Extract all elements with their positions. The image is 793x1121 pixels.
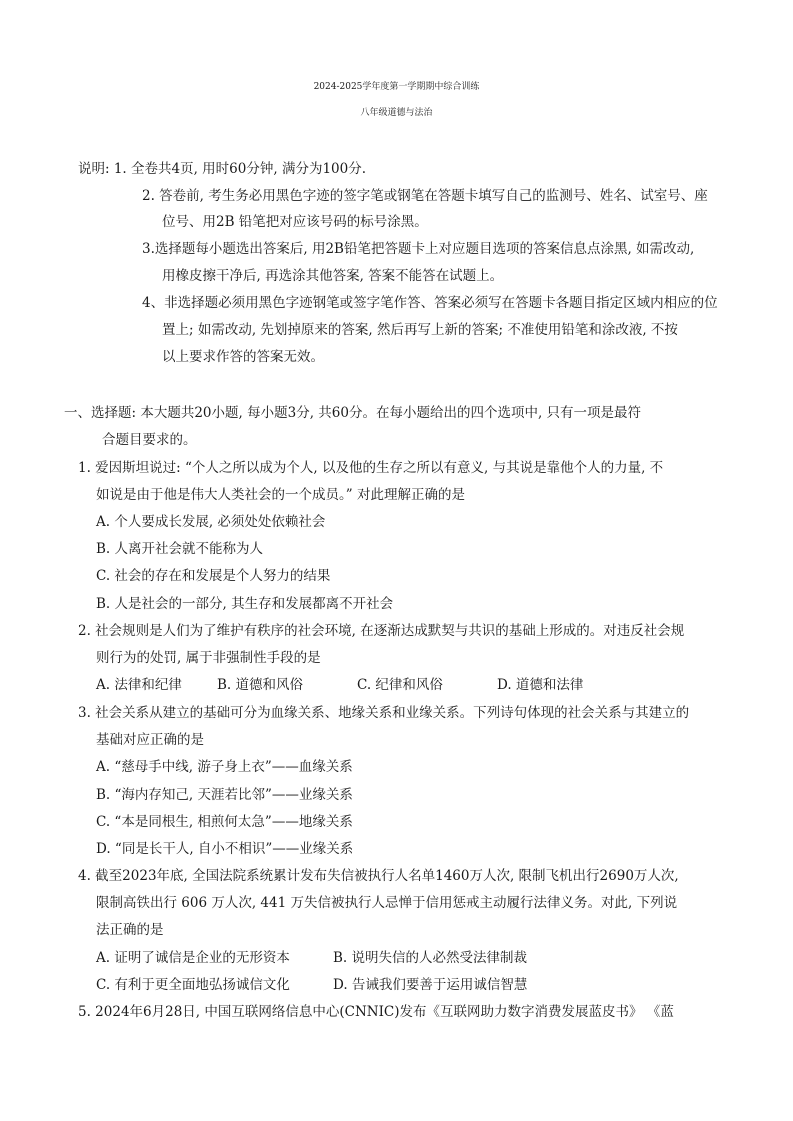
option-b: B. 说明失信的人必然受法律制裁 [333, 950, 528, 966]
option-b: B. 人离开社会就不能称为人 [96, 541, 264, 557]
question-stem: 3. 社会关系从建立的基础可分为血缘关系、地缘关系和业缘关系。下列诗句体现的社会关系与其建立的 [78, 705, 690, 721]
instruction-line: 2. 答卷前, 考生务必用黑色字迹的签字笔或钢笔在答题卡填写自己的监测号、姓名、试室号、座 [142, 188, 708, 204]
option-d: B. 人是社会的一部分, 其生存和发展都离不开社会 [96, 596, 394, 612]
option-c: C. “本是同根生, 相煎何太急”——地缘关系 [96, 814, 353, 830]
instruction-line: 说明: 1. 全卷共4页, 用时60分钟, 满分为100分. [78, 161, 367, 177]
question-stem: 基础对应正确的是 [96, 732, 204, 748]
question-stem: 1. 爱因斯坦说过: “个人之所以成为个人, 以及他的生存之所以有意义, 与其说是靠他个人的力量, 不 [78, 460, 664, 476]
option-a: A. “慈母手中线, 游子身上衣”——血缘关系 [96, 759, 353, 775]
question-stem: 法正确的是 [96, 922, 164, 938]
option-a: A. 个人要成长发展, 必须处处依赖社会 [96, 514, 326, 530]
exam-subject: 八年级道德与法治 [360, 108, 433, 118]
instruction-line: 置上; 如需改动, 先划掉原来的答案, 然后再写上新的答案; 不准使用铅笔和涂改液, 不按 [162, 322, 678, 338]
option-d: D. “同是长干人, 自小不相识”——业缘关系 [96, 841, 354, 857]
option-d: D. 道德和法律 [497, 677, 584, 693]
option-c: C. 有利于更全面地弘扬诚信文化 [96, 977, 290, 993]
question-stem: 如说是由于他是伟大人类社会的一个成员。” 对此理解正确的是 [96, 487, 465, 503]
exam-title: 2024-2025学年度第一学期期中综合训练 [313, 82, 480, 92]
option-d: D. 告诫我们要善于运用诚信智慧 [333, 977, 528, 993]
option-a: A. 法律和纪律 [96, 677, 182, 693]
section-line: 合题目要求的。 [102, 432, 197, 448]
instruction-line: 用橡皮擦干净后, 再选涂其他答案, 答案不能答在试题上。 [162, 268, 504, 284]
instruction-line: 3.选择题每小题选出答案后, 用2B铅笔把答题卡上对应题目选项的答案信息点涂黑, 如需改动, [142, 241, 695, 257]
option-b: B. 道德和风俗 [217, 677, 304, 693]
instruction-line: 以上要求作答的答案无效。 [162, 349, 324, 365]
question-stem: 限制高铁出行 606 万人次, 441 万失信被执行人忌惮于信用惩戒主动履行法律义务。对此, 下列说 [96, 895, 678, 911]
option-a: A. 证明了诚信是企业的无形资本 [96, 950, 290, 966]
question-stem: 2. 社会规则是人们为了维护有秩序的社会环境, 在逐渐达成默契与共识的基础上形成的。对违反社会规 [78, 623, 685, 639]
question-stem: 则行为的处罚, 属于非强制性手段的是 [96, 650, 321, 666]
option-c: C. 社会的存在和发展是个人努力的结果 [96, 568, 331, 584]
question-stem: 4. 截至2023年底, 全国法院系统累计发布失信被执行人名单1460万人次, 限制飞机出行2690万人次, [78, 868, 679, 884]
section-line: 一、选择题: 本大题共20小题, 每小题3分, 共60分。在每小题给出的四个选项中, 只有一项是最符 [64, 405, 642, 421]
option-b: B. “海内存知己, 天涯若比邻”——业缘关系 [96, 787, 353, 803]
question-stem: 5. 2024年6月28日, 中国互联网络信息中心(CNNIC)发布《互联网助力数字消费发展蓝皮书》 《蓝 [78, 1004, 674, 1020]
option-c: C. 纪律和风俗 [357, 677, 443, 693]
instruction-line: 4、非选择题必须用黑色字迹钢笔或签字笔作答、答案必须写在答题卡各题目指定区域内相应的位 [142, 295, 718, 311]
instruction-line: 位号、用2B 铅笔把对应该号码的标号涂黑。 [162, 214, 428, 230]
